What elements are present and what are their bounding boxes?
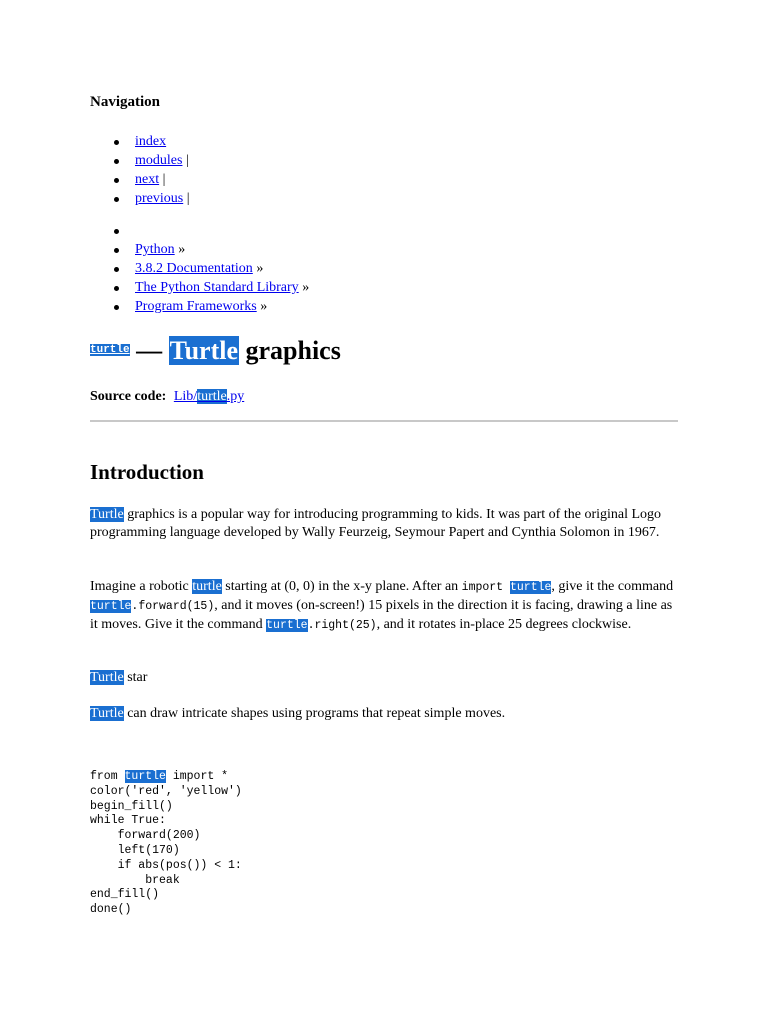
paragraph-text: can draw intricate shapes using programs that repeat simple moves. xyxy=(123,706,506,721)
navigation-heading: Navigation xyxy=(90,94,161,110)
nav-sep: | xyxy=(159,172,166,187)
breadcrumb-frameworks xyxy=(90,297,309,316)
nav-sep: » xyxy=(256,299,268,314)
inline-code xyxy=(462,581,552,594)
search-highlight: turtle xyxy=(124,770,166,783)
introduction-heading: Introduction xyxy=(90,460,204,484)
python-link[interactable]: Python xyxy=(135,242,175,257)
page-title xyxy=(90,336,341,366)
nav-sep: | xyxy=(182,153,189,168)
intro-paragraph-1 xyxy=(90,506,680,542)
title-rest: graphics xyxy=(239,336,341,365)
breadcrumb-docs xyxy=(90,259,309,278)
code-text: import xyxy=(461,581,510,594)
source-code-label: Source code: xyxy=(90,389,167,404)
top-nav-list xyxy=(90,132,309,316)
nav-sep: | xyxy=(183,191,190,206)
paragraph-text: graphics is a popular way for introducing programming to kids. It was part of the original Logo programming language developed by Wally Feurzeig, Seymour Papert and Cynthia Solomon in 1967. xyxy=(90,507,662,540)
code-text: from xyxy=(90,770,125,783)
paragraph-text: , and it moves (on-screen!) 15 pixels in the direction it is facing, drawing a line as it moves. Give it the command xyxy=(90,598,673,632)
nav-sep: » xyxy=(298,280,310,295)
code-text: .right(25) xyxy=(307,619,377,632)
program-frameworks-link[interactable]: Program Frameworks xyxy=(135,299,257,314)
inline-code xyxy=(90,600,214,613)
index-link[interactable]: index xyxy=(135,134,167,149)
image-caption xyxy=(90,669,680,687)
paragraph-text: starting at (0, 0) in the x-y plane. After an xyxy=(221,579,462,594)
modules-link[interactable]: modules xyxy=(135,153,183,168)
nav-item-next xyxy=(90,170,309,189)
search-highlight: Turtle xyxy=(90,507,124,522)
nav-sep: » xyxy=(174,242,186,257)
horizontal-rule xyxy=(90,420,678,422)
search-highlight: turtle xyxy=(266,619,308,632)
code-block xyxy=(90,770,242,918)
standard-library-link[interactable]: The Python Standard Library xyxy=(135,280,299,295)
source-code-line xyxy=(90,389,244,405)
next-link[interactable]: next xyxy=(135,172,160,187)
module-link[interactable]: turtle xyxy=(90,344,130,357)
code-lines: color('red', 'yellow') begin_fill() while True: forward(200) left(170) if abs(pos()) < 1: break end_fill() done() xyxy=(90,784,242,917)
search-highlight: turtle xyxy=(509,581,552,594)
nav-item-empty xyxy=(90,221,309,240)
source-prefix: Lib/ xyxy=(173,389,198,404)
caption-text: star xyxy=(123,670,148,685)
code-text: .forward(15) xyxy=(131,600,215,613)
intro-paragraph-2 xyxy=(90,578,680,635)
breadcrumb-python xyxy=(90,240,309,259)
search-highlight: turtle xyxy=(192,579,222,594)
title-highlight: Turtle xyxy=(169,336,238,365)
nav-item-index xyxy=(90,132,309,151)
source-suffix: .py xyxy=(226,389,245,404)
source-file-link[interactable] xyxy=(174,389,244,404)
nav-item-previous xyxy=(90,189,309,208)
title-dash: — xyxy=(129,336,169,365)
search-highlight: Turtle xyxy=(90,670,124,685)
code-text: import * xyxy=(165,770,229,783)
nav-item-modules xyxy=(90,151,309,170)
nav-sep: » xyxy=(252,261,264,276)
search-highlight: Turtle xyxy=(90,706,124,721)
paragraph-text: , and it rotates in-place 25 degrees clockwise. xyxy=(376,617,632,632)
breadcrumb-stdlib xyxy=(90,278,309,297)
previous-link[interactable]: previous xyxy=(135,191,184,206)
search-highlight: turtle xyxy=(90,600,132,613)
inline-code xyxy=(266,619,376,632)
documentation-link[interactable]: 3.8.2 Documentation xyxy=(135,261,253,276)
source-highlight: turtle xyxy=(197,389,227,404)
paragraph-text: Imagine a robotic xyxy=(90,579,193,594)
intro-paragraph-4 xyxy=(90,705,680,723)
paragraph-text: , give it the command xyxy=(551,579,674,594)
